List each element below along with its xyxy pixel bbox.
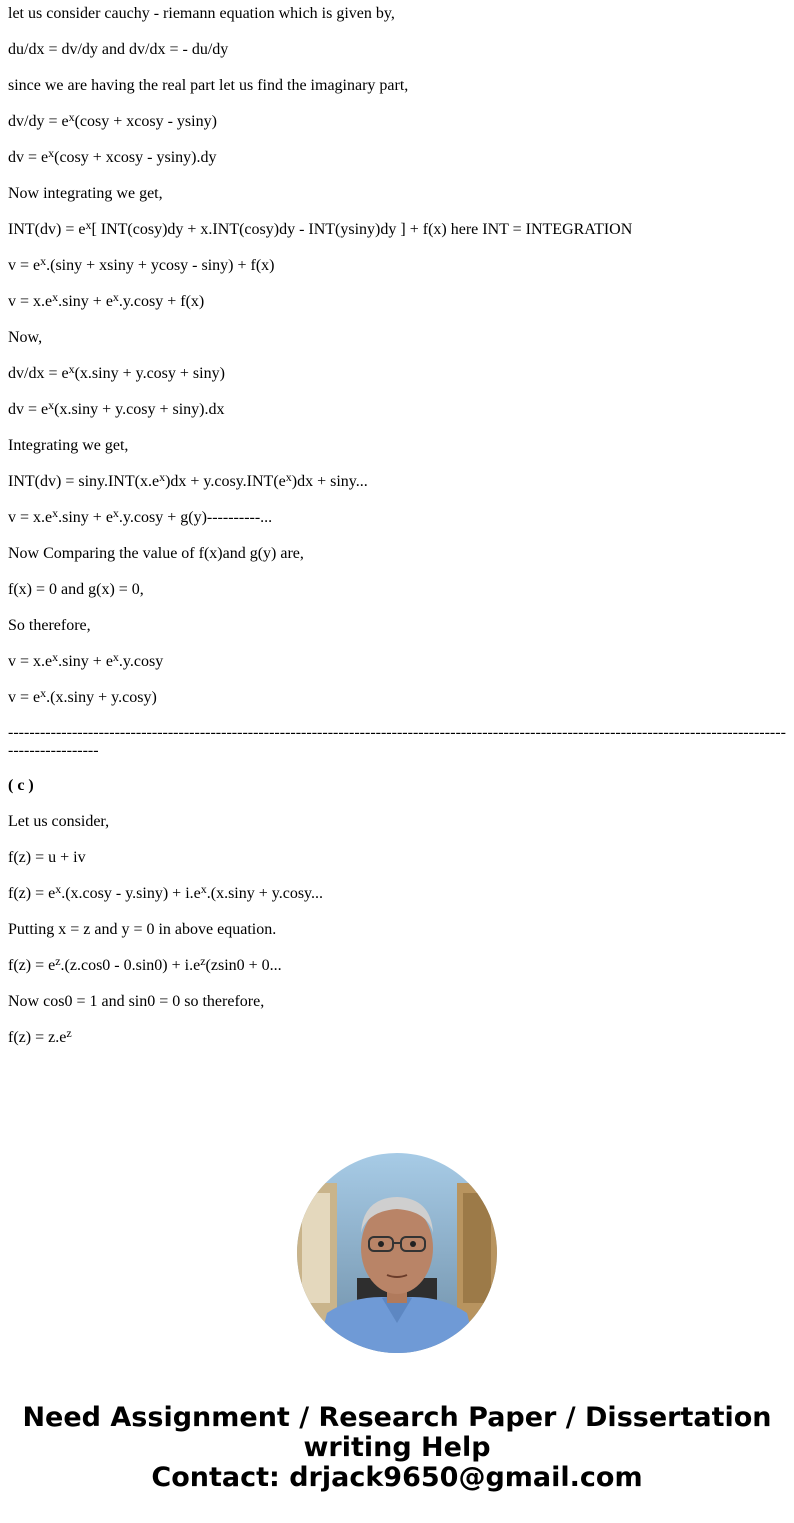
equation-line — [8, 185, 786, 203]
line-text: let us consider cauchy - riemann equation which is given by, — [8, 5, 395, 22]
equation-line — [8, 849, 786, 867]
equation-line — [8, 581, 786, 599]
superscript: z — [55, 954, 61, 968]
superscript: z — [66, 1026, 72, 1040]
line-text: .siny + e — [58, 509, 113, 526]
line-text: (x.siny + y.cosy + siny).dx — [54, 401, 225, 418]
line-text: f(z) = e — [8, 957, 56, 974]
equation-line — [8, 993, 786, 1011]
line-text: f(z) = u + iv — [8, 849, 86, 866]
line-text: .(siny + xsiny + ycosy - siny) + f(x) — [46, 257, 275, 274]
superscript: x — [52, 290, 59, 304]
line-text: du/dx = dv/dy and dv/dx = - du/dy — [8, 41, 229, 58]
line-text: Now, — [8, 329, 43, 346]
superscript: x — [285, 470, 292, 484]
line-text: Putting x = z and y = 0 in above equation. — [8, 921, 277, 938]
line-text: .y.cosy + g(y)----------... — [118, 509, 273, 526]
line-text: .(x.siny + y.cosy) — [46, 689, 157, 706]
line-text: v = x.e — [8, 653, 53, 670]
line-text: [ INT(cosy)dy + x.INT(cosy)dy - INT(ysiny)dy ] + f(x) here INT = INTEGRATION — [91, 221, 633, 238]
line-text: (cosy + xcosy - ysiny).dy — [54, 149, 217, 166]
line-text: )dx + y.cosy.INT(e — [165, 473, 286, 490]
superscript: x — [159, 470, 166, 484]
line-text: f(z) = z.e — [8, 1029, 67, 1046]
line-text: (x.siny + y.cosy + siny) — [74, 365, 225, 382]
equation-line — [8, 470, 786, 491]
line-text: .(z.cos0 - 0.sin0) + i.e — [60, 957, 201, 974]
section-c-lines — [8, 813, 786, 1047]
line-text: f(z) = e — [8, 885, 56, 902]
line-text: .y.cosy — [118, 653, 164, 670]
superscript: x — [48, 398, 55, 412]
line-text: Now integrating we get, — [8, 185, 163, 202]
line-text: v = x.e — [8, 293, 53, 310]
solution-content — [8, 0, 786, 1047]
line-text: INT(dv) = siny.INT(x.e — [8, 473, 160, 490]
author-photo — [297, 1153, 497, 1353]
line-text: .siny + e — [58, 293, 113, 310]
equation-line — [8, 954, 786, 975]
line-text: .(x.siny + y.cosy... — [206, 885, 324, 902]
superscript: x — [68, 110, 75, 124]
equation-line — [8, 813, 786, 831]
superscript: x — [52, 506, 59, 520]
line-text: dv = e — [8, 401, 49, 418]
equation-line — [8, 921, 786, 939]
line-text: (zsin0 + 0... — [205, 957, 282, 974]
equation-line — [8, 506, 786, 527]
footer-line-2: writing Help — [303, 1432, 491, 1463]
equation-line — [8, 41, 786, 59]
line-text: .(x.cosy - y.siny) + i.e — [61, 885, 201, 902]
equation-line — [8, 545, 786, 563]
line-text: since we are having the real part let us find the imaginary part, — [8, 77, 409, 94]
line-text: Now Comparing the value of f(x)and g(y) are, — [8, 545, 304, 562]
line-text: )dx + siny... — [291, 473, 368, 490]
equation-line — [8, 77, 786, 95]
line-text: dv/dy = e — [8, 113, 69, 130]
equation-line — [8, 882, 786, 903]
superscript: x — [68, 362, 75, 376]
equation-line — [8, 686, 786, 707]
superscript: x — [55, 882, 62, 896]
superscript: x — [112, 290, 119, 304]
line-text: Now cos0 = 1 and sin0 = 0 so therefore, — [8, 993, 265, 1010]
line-text: .y.cosy + f(x) — [118, 293, 205, 310]
footer-line-1: Need Assignment / Research Paper / Dissertation — [22, 1402, 772, 1433]
line-text: Integrating we get, — [8, 437, 129, 454]
superscript: x — [85, 218, 92, 232]
equation-line — [8, 329, 786, 347]
line-text: .siny + e — [58, 653, 113, 670]
equation-line — [8, 362, 786, 383]
superscript: x — [52, 650, 59, 664]
superscript: z — [200, 954, 206, 968]
equation-line — [8, 650, 786, 671]
equation-line — [8, 218, 786, 239]
equation-line — [8, 146, 786, 167]
line-text: v = x.e — [8, 509, 53, 526]
equation-line — [8, 437, 786, 455]
equation-line — [8, 5, 786, 23]
line-text: So therefore, — [8, 617, 91, 634]
superscript: x — [40, 686, 47, 700]
solution-lines — [8, 5, 786, 707]
footer-line-3: Contact: drjack9650@gmail.com — [151, 1462, 643, 1493]
footer-banner — [0, 1403, 794, 1493]
superscript: x — [48, 146, 55, 160]
superscript: x — [112, 650, 119, 664]
line-text: Let us consider, — [8, 813, 110, 830]
line-text: dv = e — [8, 149, 49, 166]
line-text: v = e — [8, 257, 41, 274]
section-c-heading: ( c ) — [8, 777, 34, 794]
superscript: x — [200, 882, 207, 896]
line-text: f(x) = 0 and g(x) = 0, — [8, 581, 144, 598]
superscript: x — [40, 254, 47, 268]
line-text: dv/dx = e — [8, 365, 69, 382]
equation-line — [8, 398, 786, 419]
separator-line: ------------------------------------------------------------------------------------------------------------------------------------------------------------------- — [8, 724, 786, 759]
equation-line — [8, 1026, 786, 1047]
equation-line — [8, 617, 786, 635]
line-text: (cosy + xcosy - ysiny) — [74, 113, 217, 130]
line-text: INT(dv) = e — [8, 221, 86, 238]
equation-line — [8, 254, 786, 275]
line-text: v = e — [8, 689, 41, 706]
equation-line — [8, 110, 786, 131]
equation-line — [8, 290, 786, 311]
superscript: x — [112, 506, 119, 520]
